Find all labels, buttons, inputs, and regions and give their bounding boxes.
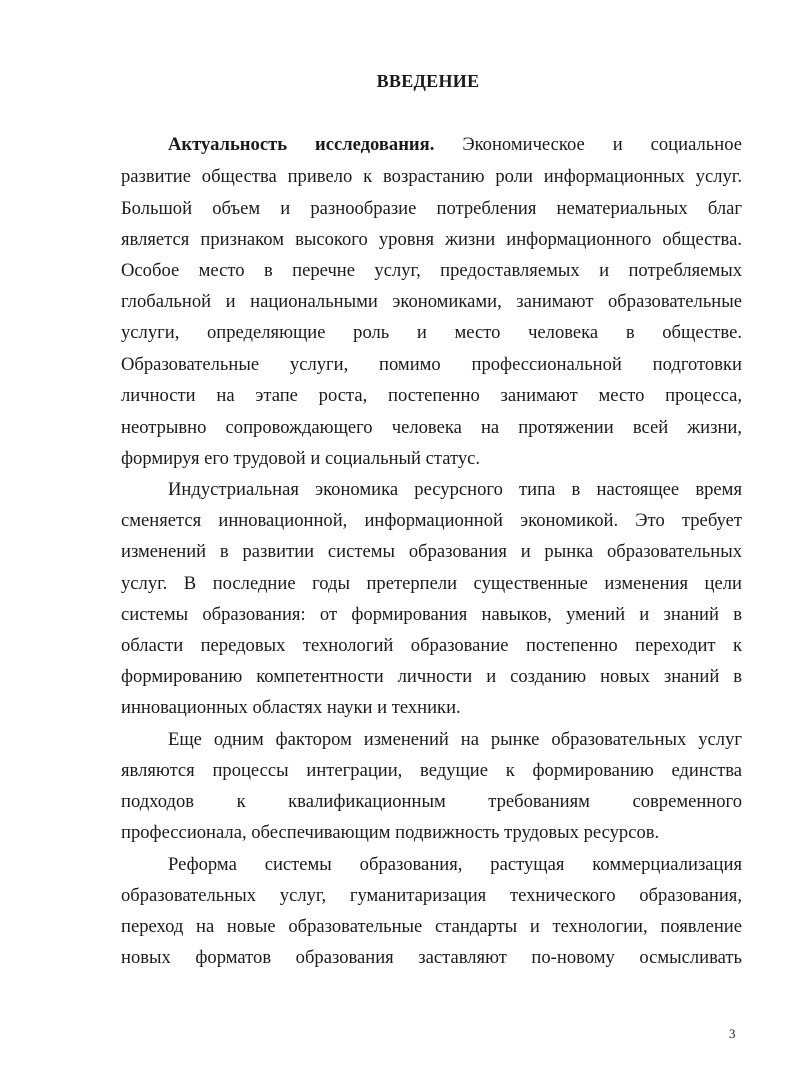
- paragraph-line: Образовательные услуги, помимо профессиональной подготовки: [121, 354, 742, 375]
- paragraph-line: являются процессы интеграции, ведущие к формированию единства: [121, 760, 742, 781]
- paragraph-line: [168, 133, 742, 157]
- lead-heading: Актуальность исследования.: [168, 134, 435, 155]
- page-title: ВВЕДЕНИЕ: [376, 71, 480, 91]
- paragraph-line: подходов к квалификационным требованиям современного: [121, 791, 742, 812]
- paragraph-line: Еще одним фактором изменений на рынке образовательных услуг: [168, 729, 742, 750]
- paragraph-line: глобальной и национальными экономиками, занимают образовательные: [121, 291, 742, 312]
- lead-heading-continuation: Экономическое и социальное: [434, 134, 742, 155]
- paragraph-line: является признаком высокого уровня жизни информационного общества.: [121, 229, 742, 250]
- paragraph-line: переход на новые образовательные стандарты и технологии, появление: [121, 916, 742, 937]
- paragraph-line: неотрывно сопровождающего человека на протяжении всей жизни,: [121, 417, 742, 438]
- paragraph-line: инновационных областях науки и техники.: [121, 697, 461, 718]
- paragraph-line: области передовых технологий образование постепенно переходит к: [121, 635, 742, 656]
- page-number: 3: [729, 1026, 736, 1041]
- paragraph-line: Большой объем и разнообразие потребления нематериальных благ: [121, 198, 742, 219]
- paragraph-line: Реформа системы образования, растущая коммерциализация: [168, 854, 742, 875]
- paragraph-line: формированию компетентности личности и созданию новых знаний в: [121, 666, 742, 687]
- paragraph-line: образовательных услуг, гуманитаризация технического образования,: [121, 885, 742, 906]
- paragraph-line: личности на этапе роста, постепенно занимают место процесса,: [121, 385, 742, 406]
- paragraph-line: услуги, определяющие роль и место человека в обществе.: [121, 322, 742, 343]
- paragraph-line: системы образования: от формирования навыков, умений и знаний в: [121, 604, 742, 625]
- paragraph-line: Особое место в перечне услуг, предоставляемых и потребляемых: [121, 260, 742, 281]
- paragraph-line: новых форматов образования заставляют по-новому осмысливать: [121, 947, 742, 968]
- paragraph-line: сменяется инновационной, информационной экономикой. Это требует: [121, 510, 742, 531]
- paragraph-line: развитие общества привело к возрастанию роли информационных услуг.: [121, 166, 742, 187]
- paragraph-line: Индустриальная экономика ресурсного типа в настоящее время: [168, 479, 742, 500]
- paragraph-line: формируя его трудовой и социальный статус.: [121, 448, 481, 469]
- paragraph-line: профессионала, обеспечивающим подвижность трудовых ресурсов.: [121, 822, 660, 843]
- paragraph-line: изменений в развитии системы образования и рынка образовательных: [121, 541, 742, 562]
- paragraph-line: услуг. В последние годы претерпели существенные изменения цели: [121, 573, 742, 594]
